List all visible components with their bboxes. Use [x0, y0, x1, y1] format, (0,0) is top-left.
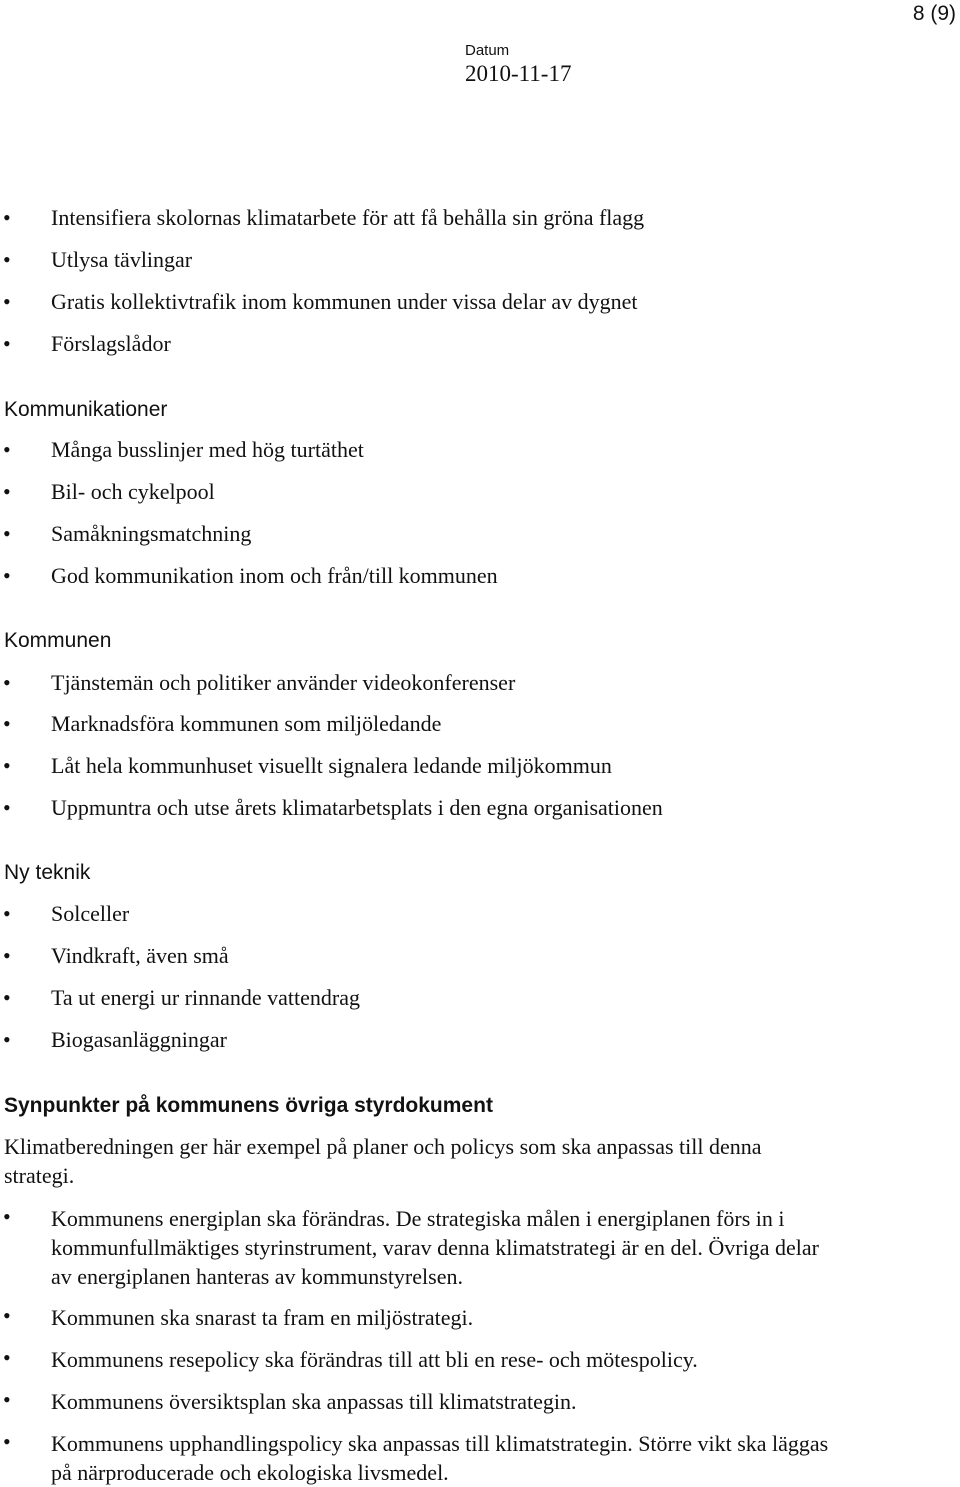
- section-heading-kommunen: Kommunen: [4, 629, 112, 652]
- bullet-icon: •: [3, 795, 11, 820]
- list-item: Många busslinjer med hög turtäthet: [51, 437, 364, 462]
- list-item: Bil- och cykelpool: [51, 479, 215, 504]
- date-value: 2010-11-17: [465, 61, 572, 86]
- section-heading-synpunkter: Synpunkter på kommunens övriga styrdokument: [4, 1094, 493, 1117]
- bullet-icon: •: [3, 521, 11, 546]
- list-item: Uppmuntra och utse årets klimatarbetsplats i den egna organisationen: [51, 795, 663, 820]
- list-item: Kommunens översiktsplan ska anpassas till klimatstrategin.: [51, 1389, 577, 1414]
- bullet-icon: •: [3, 1204, 11, 1229]
- list-item: Kommunen ska snarast ta fram en miljöstrategi.: [51, 1305, 474, 1330]
- bullet-icon: •: [3, 943, 11, 968]
- bullet-icon: •: [3, 711, 11, 736]
- list-item: Samåkningsmatchning: [51, 521, 252, 546]
- bullet-icon: •: [3, 563, 11, 588]
- list-item: Låt hela kommunhuset visuellt signalera ledande miljökommun: [51, 753, 612, 778]
- section-heading-kommunikationer: Kommunikationer: [4, 398, 168, 421]
- bullet-icon: •: [3, 1027, 11, 1052]
- list-item: Gratis kollektivtrafik inom kommunen under vissa delar av dygnet: [51, 289, 638, 314]
- bullet-icon: •: [3, 1345, 11, 1370]
- bullet-icon: •: [3, 437, 11, 462]
- list-item: Intensifiera skolornas klimatarbete för att få behålla sin gröna flagg: [51, 205, 645, 230]
- list-item: Solceller: [51, 901, 130, 926]
- list-item: Kommunens upphandlingspolicy ska anpassas till klimatstrategin. Större vikt ska läggas på närproducerade och ekologiska livsmedel.: [51, 1431, 829, 1485]
- bullet-icon: •: [3, 753, 11, 778]
- list-item: Utlysa tävlingar: [51, 247, 193, 272]
- bullet-icon: •: [3, 331, 11, 356]
- list-item: Biogasanläggningar: [51, 1027, 227, 1052]
- bullet-icon: •: [3, 1387, 11, 1412]
- list-item: God kommunikation inom och från/till kommunen: [51, 563, 498, 588]
- bullet-icon: •: [3, 1303, 11, 1328]
- bullet-icon: •: [3, 901, 11, 926]
- list-item: Kommunens energiplan ska förändras. De strategiska målen i energiplanen förs in i kommunfullmäktiges styrinstrument, varav denna klimatstrategi är en del. Övriga delar av energiplanen hanteras av kommunstyrelsen.: [51, 1206, 819, 1289]
- list-item: Vindkraft, även små: [51, 943, 229, 968]
- bullet-icon: •: [3, 479, 11, 504]
- list-item: Tjänstemän och politiker använder videokonferenser: [51, 670, 516, 695]
- intro-paragraph: Klimatberedningen ger här exempel på planer och policys som ska anpassas till denna strategi.: [4, 1134, 762, 1188]
- section-heading-ny-teknik: Ny teknik: [4, 861, 91, 884]
- bullet-icon: •: [3, 247, 11, 272]
- bullet-icon: •: [3, 289, 11, 314]
- bullet-icon: •: [3, 205, 11, 230]
- list-item: Marknadsföra kommunen som miljöledande: [51, 711, 442, 736]
- date-label: Datum: [465, 42, 510, 59]
- bullet-icon: •: [3, 670, 11, 695]
- page-number: 8 (9): [912, 2, 956, 25]
- list-item: Förslagslådor: [51, 331, 171, 356]
- list-item: Ta ut energi ur rinnande vattendrag: [51, 985, 360, 1010]
- bullet-icon: •: [3, 1429, 11, 1454]
- bullet-icon: •: [3, 985, 11, 1010]
- list-item: Kommunens resepolicy ska förändras till att bli en rese- och mötespolicy.: [51, 1347, 698, 1372]
